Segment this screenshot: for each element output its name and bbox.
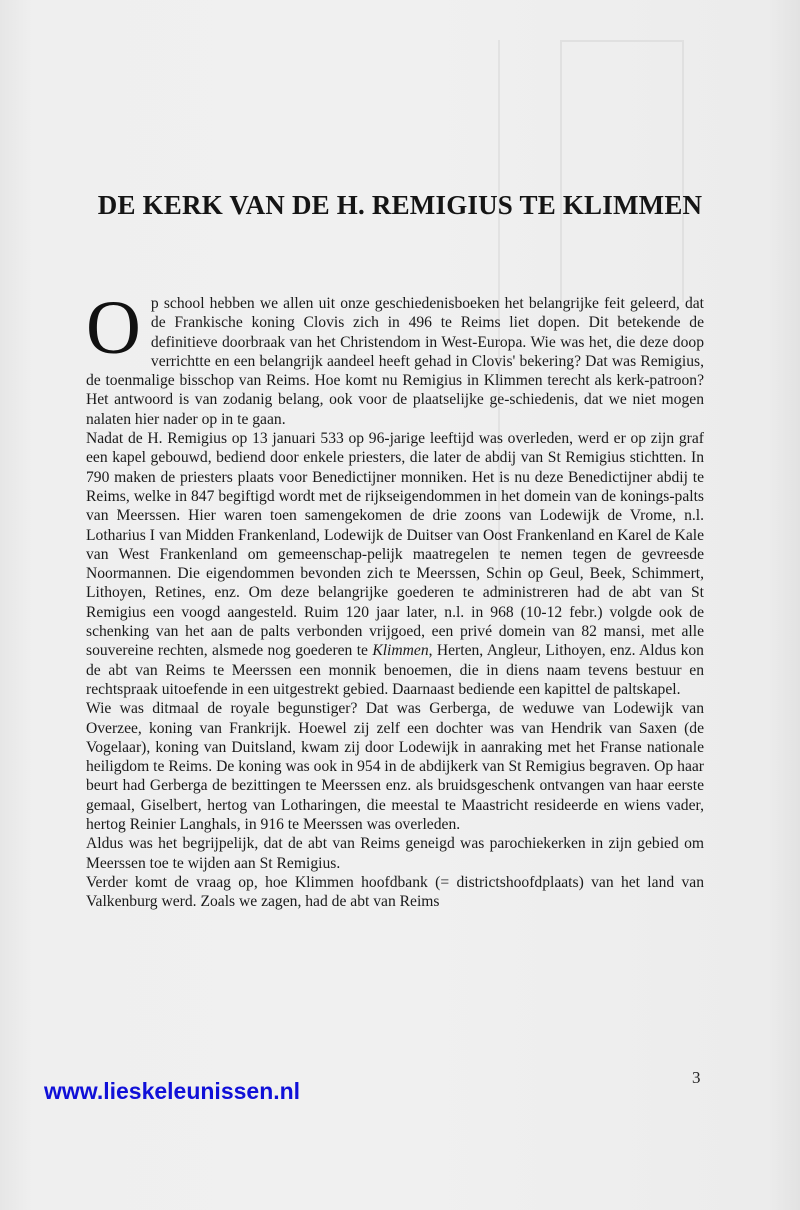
paragraph-2-text-after: , Herten, Angleur, Lithoyen, enz. Aldus kon de abt van Reims te Meerssen een monnik benoemen, die in diens naam tevens bestuur en rechtspraak uitoefende in een uitgestrekt gebied. Daarnaast bediende een kapittel de paltskapel.	[86, 642, 704, 698]
drop-cap: O	[86, 286, 141, 370]
paragraph-3: Wie was ditmaal de royale begunstiger? Dat was Gerberga, de weduwe van Lodewijk van Overzee, koning van Frankrijk. Hoewel zij zelf een dochter was van Hendrik van Saxen (de Vogelaar), koning van Duitsland, kwam zij door Lodewijk in aanraking met het Franse nationale heiligdom te Reims. De koning was ook in 954 in de abdijkerk van St Remigius begraven. Op haar beurt had Gerberga de bezittingen te Meerssen enz. als bruidsgeschenk ontvangen van haar eerste gemaal, Giselbert, hertog van Lotharingen, die meestal te Maastricht resideerde en wiens vader, hertog Reinier Langhals, in 916 te Meerssen was overleden.	[86, 700, 704, 834]
paragraph-1-text: p school hebben we allen uit onze geschiedenisboeken het belangrijke feit geleerd, dat de Frankische koning Clovis zich in 496 te Reims liet dopen. Dit betekende de definitieve doorbraak van het Christendom in West-Europa. Wie was het, die deze doop verrichtte en een belangrijk aandeel heeft gehad in Clovis' bekering? Dat was Remigius, de toenmalige bisschop van Reims. Hoe komt nu Remigius in Klimmen terecht als kerk-patroon? Het antwoord is van zodanig belang, ook voor de plaatselijke ge-schiedenis, dat we niet mogen nalaten hier nader op in te gaan.	[86, 295, 704, 428]
website-watermark-link[interactable]: www.lieskeleunissen.nl	[44, 1078, 301, 1104]
paragraph-2-italic-place: Klimmen	[372, 642, 429, 660]
page-title: DE KERK VAN DE H. REMIGIUS TE KLIMMEN	[97, 190, 703, 221]
paragraph-1	[86, 286, 704, 429]
page-number: 3	[692, 1068, 701, 1087]
article-body	[86, 286, 704, 912]
paragraph-2-text-before: Nadat de H. Remigius op 13 januari 533 op 96-jarige leeftijd was overleden, werd er op zijn graf een kapel gebouwd, bediend door enkele priesters, die later de abdij van St Remigius stichtten. In 790 maken de priesters plaats voor Benedictijner monniken. Het is nu deze Benedictijner abdij te Reims, welke in 847 begiftigd wordt met de rijkseigendommen in het domein van de konings-palts van Meerssen. Hier waren toen samengekomen de drie zoons van Lodewijk de Vrome, n.l. Lotharius I van Midden Frankenland, Lodewijk de Duitser van Oost Frankenland en Karel de Kale van West Frankenland om gemeenschap-pelijk maatregelen te nemen tegen de gevreesde Noormannen. Die eigendommen bevonden zich te Meerssen, Schin op Geul, Beek, Schimmert, Lithoyen, Retines, enz. Om deze belangrijke goederen te administreren had de abt van St Remigius een voogd aangesteld. Ruim 120 jaar later, n.l. in 968 (10-12 febr.) volgde ook de schenking van het aan de palts verbonden vrijgoed, een privé domein van 82 mansi, met alle souvereine rechten, alsmede nog goederen te	[86, 430, 704, 660]
paragraph-2	[86, 429, 704, 699]
paragraph-4: Aldus was het begrijpelijk, dat de abt van Reims geneigd was parochiekerken in zijn gebied om Meerssen toe te wijden aan St Remigius.	[86, 835, 704, 872]
paragraph-5: Verder komt de vraag op, hoe Klimmen hoofdbank (= districtshoofdplaats) van het land van Valkenburg werd. Zoals we zagen, had de abt van Reims	[86, 873, 704, 911]
